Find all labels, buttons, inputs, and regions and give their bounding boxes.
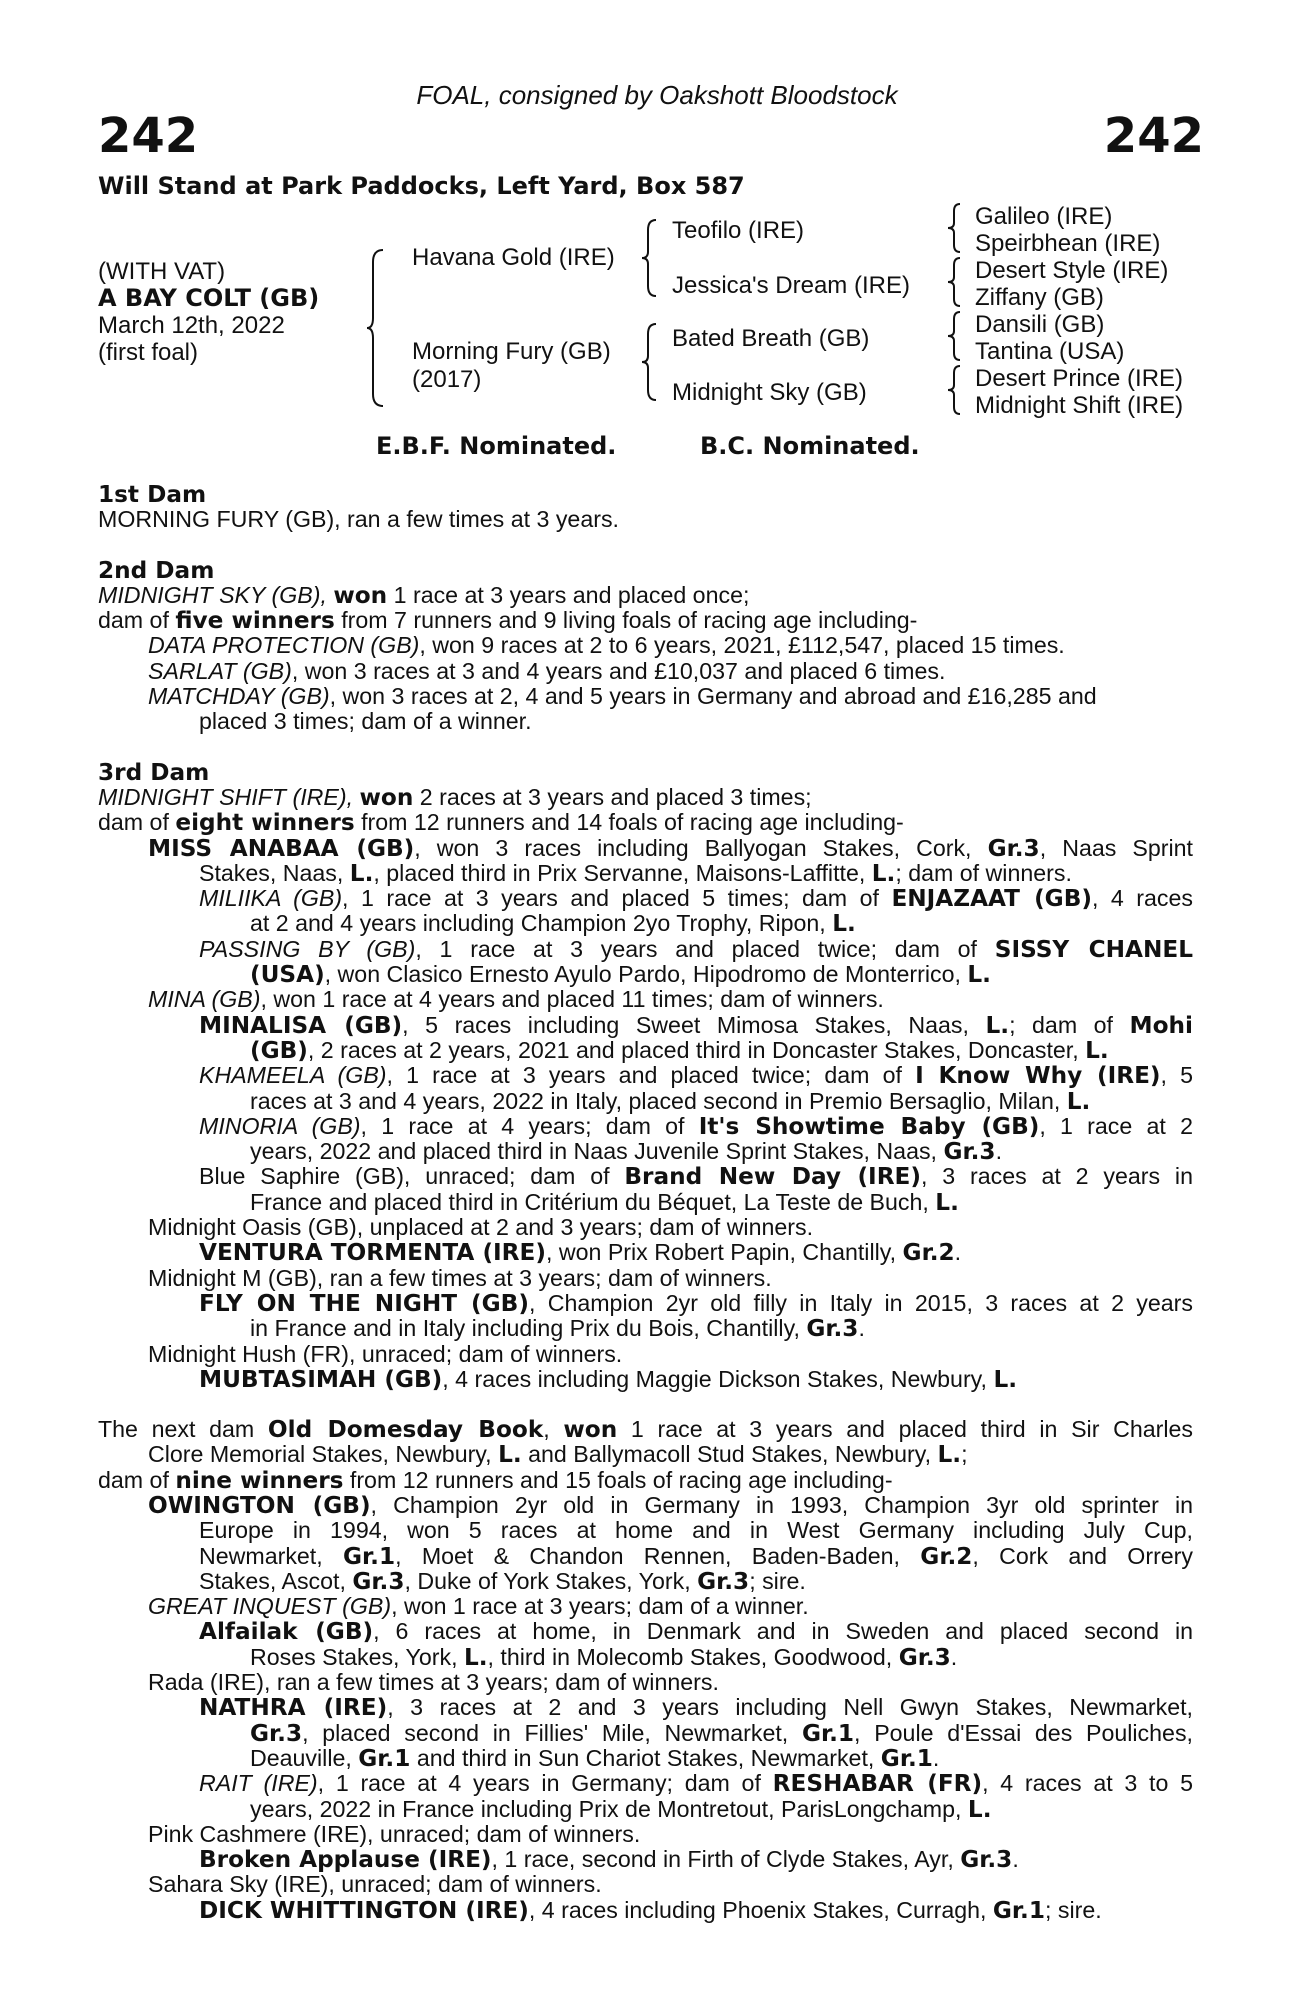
horse-name: A BAY COLT (GB) bbox=[98, 284, 320, 312]
next-dam-line: Broken Applause (IRE), 1 race, second in Firth of Clyde Stakes, Ayr, Gr.3. bbox=[199, 1846, 1019, 1874]
next-dam-line: Clore Memorial Stakes, Newbury, L. and Ballymacoll Stud Stakes, Newbury, L.; bbox=[148, 1441, 968, 1469]
next-dam-line: years, 2022 in France including Prix de Montretout, ParisLongchamp, L. bbox=[250, 1795, 992, 1823]
third-dam-line: MUBTASIMAH (GB), 4 races including Maggie Dickson Stakes, Newbury, L. bbox=[199, 1365, 1018, 1393]
next-dam-line: Deauville, Gr.1 and third in Sun Chariot Stakes, Newmarket, Gr.1. bbox=[250, 1744, 940, 1772]
next-dam-line: The next dam Old Domesday Book, won 1 race at 3 years and placed third in Sir Charles bbox=[98, 1416, 1194, 1444]
consignor-title: FOAL, consigned by Oakshott Bloodstock bbox=[416, 80, 898, 110]
third-dam-line: KHAMEELA (GB), 1 race at 3 years and placed twice; dam of I Know Why (IRE), 5 bbox=[199, 1062, 1194, 1090]
gg-3: Desert Style (IRE) bbox=[975, 257, 1169, 284]
third-dam-heading: 3rd Dam bbox=[98, 758, 210, 786]
ebf-nomination: E.B.F. Nominated. bbox=[376, 432, 617, 460]
third-dam-line: MILIIKA (GB), 1 race at 3 years and placed 5 times; dam of ENJAZAAT (GB), 4 races bbox=[199, 885, 1194, 913]
stand-location: Will Stand at Park Paddocks, Left Yard, Box 587 bbox=[98, 172, 745, 200]
third-dam-line: Blue Saphire (GB), unraced; dam of Brand New Day (IRE), 3 races at 2 years in bbox=[199, 1163, 1193, 1191]
gg-7: Desert Prince (IRE) bbox=[975, 365, 1184, 392]
gg-6: Tantina (USA) bbox=[975, 338, 1125, 365]
next-dam-line: RAIT (IRE), 1 race at 4 years in Germany; dam of RESHABAR (FR), 4 races at 3 to 5 bbox=[199, 1770, 1194, 1798]
next-dam-line: OWINGTON (GB), Champion 2yr old in Germany in 1993, Champion 3yr old sprinter in bbox=[148, 1491, 1194, 1519]
third-dam-line: FLY ON THE NIGHT (GB), Champion 2yr old filly in Italy in 2015, 3 races at 2 years bbox=[199, 1289, 1193, 1317]
next-dam-line: Alfailak (GB), 6 races at home, in Denmark and in Sweden and placed second in bbox=[199, 1618, 1193, 1646]
next-dam-line: DICK WHITTINGTON (IRE), 4 races including Phoenix Stakes, Curragh, Gr.1; sire. bbox=[199, 1896, 1102, 1924]
sire-name: Havana Gold (IRE) bbox=[412, 244, 615, 271]
third-dam-line: MISS ANABAA (GB), won 3 races including Ballyogan Stakes, Cork, Gr.3, Naas Sprint bbox=[148, 834, 1193, 862]
second-dam-heading: 2nd Dam bbox=[98, 556, 215, 584]
third-dam-line: races at 3 and 4 years, 2022 in Italy, placed second in Premio Bersaglio, Milan, L. bbox=[250, 1087, 1091, 1115]
third-dam-line: MIDNIGHT SHIFT (IRE), won 2 races at 3 years and placed 3 times; bbox=[98, 783, 812, 811]
next-dam-line: Stakes, Ascot, Gr.3, Duke of York Stakes, York, Gr.3; sire. bbox=[199, 1567, 806, 1595]
third-dam-line: MINA (GB), won 1 race at 4 years and placed 11 times; dam of winners. bbox=[148, 986, 884, 1013]
second-dam-line: MATCHDAY (GB), won 3 races at 2, 4 and 5 years in Germany and abroad and £16,285 and bbox=[148, 683, 1097, 710]
third-dam-line: (USA), won Clasico Ernesto Ayulo Pardo, Hipodromo de Monterrico, L. bbox=[250, 961, 991, 989]
lot-number-right: 242 bbox=[1103, 108, 1204, 164]
third-dam-line: MINALISA (GB), 5 races including Sweet Mimosa Stakes, Naas, L.; dam of Mohi bbox=[199, 1011, 1193, 1039]
next-dam-line: Sahara Sky (IRE), unraced; dam of winners. bbox=[148, 1871, 602, 1898]
pedigree-bracket-3c bbox=[946, 310, 966, 362]
next-dam-line: Europe in 1994, won 5 races at home and in West Germany including July Cup, bbox=[199, 1517, 1193, 1544]
first-dam-text: MORNING FURY (GB), ran a few times at 3 years. bbox=[98, 506, 619, 533]
second-dam-line: dam of five winners from 7 runners and 9 living foals of racing age including- bbox=[98, 607, 918, 635]
third-dam-line: years, 2022 and placed third in Naas Juvenile Sprint Stakes, Naas, Gr.3. bbox=[250, 1138, 1003, 1166]
third-dam-line: dam of eight winners from 12 runners and 14 foals of racing age including- bbox=[98, 809, 904, 837]
third-dam-line: Stakes, Naas, L., placed third in Prix Servanne, Maisons-Laffitte, L.; dam of winners. bbox=[199, 859, 1072, 887]
foaling-date: March 12th, 2022 bbox=[98, 312, 285, 339]
pedigree-bracket-1 bbox=[365, 248, 395, 408]
second-dam-line: DATA PROTECTION (GB), won 9 races at 2 to 6 years, 2021, £112,547, placed 15 times. bbox=[148, 632, 1065, 659]
next-dam-line: GREAT INQUEST (GB), won 1 race at 3 years; dam of a winner. bbox=[148, 1593, 809, 1620]
third-dam-line: MINORIA (GB), 1 race at 4 years; dam of It's Showtime Baby (GB), 1 race at 2 bbox=[199, 1112, 1193, 1140]
catalogue-body bbox=[98, 482, 1193, 1923]
dam-year: (2017) bbox=[412, 366, 482, 393]
third-dam-line: France and placed third in Critérium du Béquet, La Teste de Buch, L. bbox=[250, 1188, 959, 1216]
pedigree-bracket-3b bbox=[946, 256, 966, 308]
pedigree-bracket-3d bbox=[946, 364, 966, 416]
pedigree-bracket-2a bbox=[640, 218, 664, 298]
next-dam-line: Newmarket, Gr.1, Moet & Chandon Rennen, Baden-Baden, Gr.2, Cork and Orrery bbox=[199, 1542, 1194, 1570]
third-dam-line: at 2 and 4 years including Champion 2yo Trophy, Ripon, L. bbox=[250, 910, 856, 938]
third-dam-line: Midnight M (GB), ran a few times at 3 years; dam of winners. bbox=[148, 1264, 772, 1291]
dam-sire: Bated Breath (GB) bbox=[672, 325, 870, 352]
gg-2: Speirbhean (IRE) bbox=[975, 230, 1161, 257]
sire-sire: Teofilo (IRE) bbox=[672, 217, 805, 244]
sire-dam: Jessica's Dream (IRE) bbox=[672, 272, 910, 299]
gg-1: Galileo (IRE) bbox=[975, 203, 1113, 230]
second-dam-line: SARLAT (GB), won 3 races at 3 and 4 years and £10,037 and placed 6 times. bbox=[148, 657, 946, 684]
third-dam-line: VENTURA TORMENTA (IRE), won Prix Robert Papin, Chantilly, Gr.2. bbox=[199, 1239, 962, 1267]
gg-5: Dansili (GB) bbox=[975, 311, 1105, 338]
next-dam-line: Gr.3, placed second in Fillies' Mile, Newmarket, Gr.1, Poule d'Essai des Pouliches, bbox=[250, 1719, 1193, 1747]
lot-number-left: 242 bbox=[98, 108, 199, 164]
next-dam-line: Pink Cashmere (IRE), unraced; dam of winners. bbox=[148, 1820, 641, 1847]
next-dam-line: dam of nine winners from 12 runners and 15 foals of racing age including- bbox=[98, 1466, 893, 1494]
third-dam-line: (GB), 2 races at 2 years, 2021 and placed third in Doncaster Stakes, Doncaster, L. bbox=[250, 1036, 1109, 1064]
next-dam-line: Roses Stakes, York, L., third in Molecomb Stakes, Goodwood, Gr.3. bbox=[250, 1643, 958, 1671]
vat-note: (WITH VAT) bbox=[98, 258, 226, 285]
next-dam-line: Rada (IRE), ran a few times at 3 years; dam of winners. bbox=[148, 1669, 719, 1696]
bc-nomination: B.C. Nominated. bbox=[700, 432, 920, 460]
second-dam-line: MIDNIGHT SKY (GB), won 1 race at 3 years and placed once; bbox=[98, 581, 750, 609]
third-dam-line: Midnight Oasis (GB), unplaced at 2 and 3 years; dam of winners. bbox=[148, 1214, 814, 1241]
third-dam-line: PASSING BY (GB), 1 race at 3 years and placed twice; dam of SISSY CHANEL bbox=[199, 935, 1193, 963]
next-dam-line: NATHRA (IRE), 3 races at 2 and 3 years including Nell Gwyn Stakes, Newmarket, bbox=[199, 1694, 1193, 1722]
gg-8: Midnight Shift (IRE) bbox=[975, 392, 1184, 419]
third-dam-line: Midnight Hush (FR), unraced; dam of winners. bbox=[148, 1340, 623, 1367]
foal-note: (first foal) bbox=[98, 339, 199, 366]
second-dam-line: placed 3 times; dam of a winner. bbox=[199, 708, 532, 735]
pedigree-bracket-3a bbox=[946, 202, 966, 254]
dam-dam: Midnight Sky (GB) bbox=[672, 379, 867, 406]
third-dam-line: in France and in Italy including Prix du Bois, Chantilly, Gr.3. bbox=[250, 1315, 865, 1343]
dam-name: Morning Fury (GB) bbox=[412, 338, 611, 365]
gg-4: Ziffany (GB) bbox=[975, 284, 1104, 311]
first-dam-heading: 1st Dam bbox=[98, 481, 207, 508]
pedigree-bracket-2b bbox=[640, 322, 664, 402]
